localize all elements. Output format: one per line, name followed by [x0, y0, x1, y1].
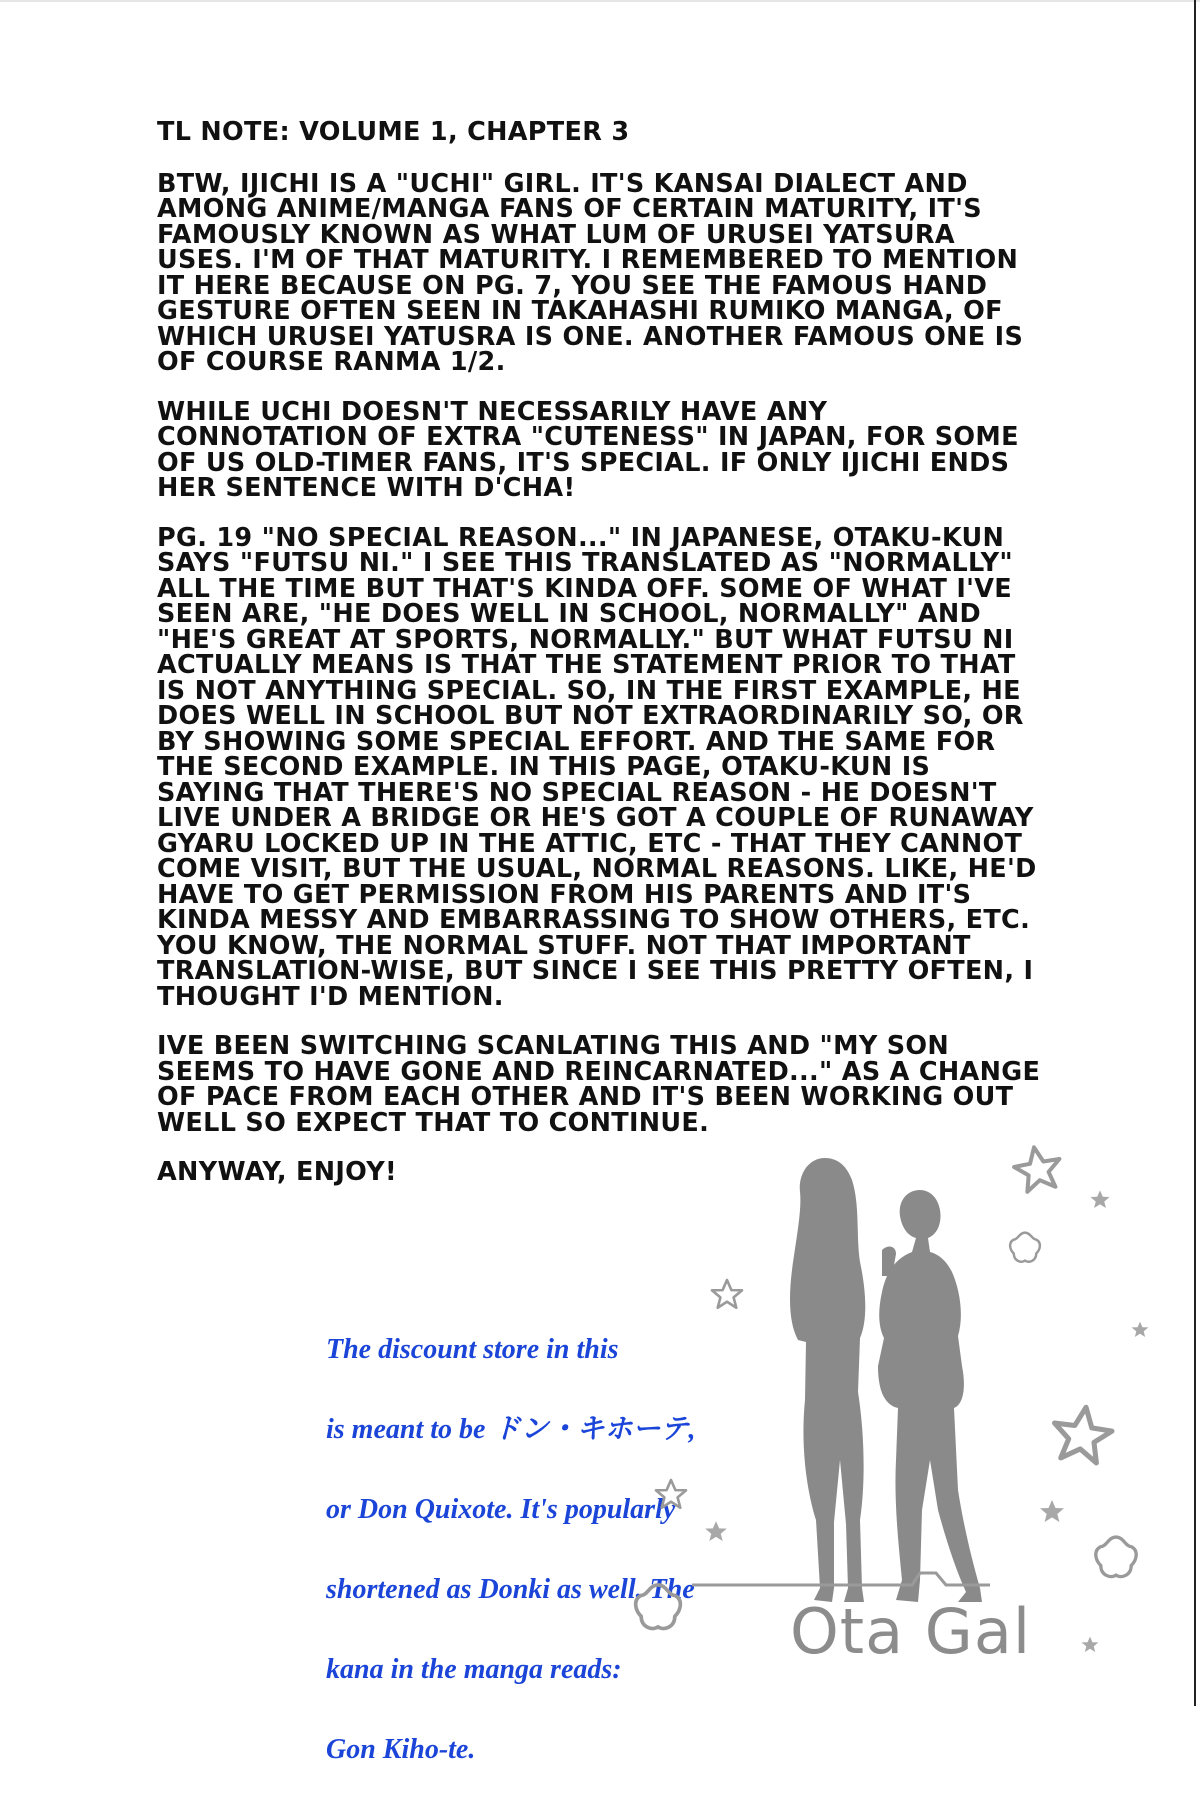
translator-note-line: kana in the manga reads:	[326, 1654, 622, 1685]
translator-note-line: shortened as Donki as well. The	[326, 1574, 695, 1605]
page-top-border	[0, 0, 1200, 2]
translator-note-line: or Don Quixote. It's popularly	[326, 1494, 676, 1525]
tl-note-paragraph: IVE BEEN SWITCHING SCANLATING THIS AND "MY SON SEEMS TO HAVE GONE AND REINCARNATED..." AS A CHANGE OF PACE FROM EACH OTHER AND IT'S BEEN WORKING OUT WELL SO EXPECT THAT TO CONTINUE.	[157, 1031, 1041, 1138]
star-icon	[1011, 1143, 1064, 1193]
girls-silhouette	[790, 1158, 982, 1602]
star-icon	[656, 1480, 686, 1508]
star-icon	[705, 1521, 727, 1541]
tl-note-paragraph: PG. 19 "NO SPECIAL REASON..." IN JAPANESE, OTAKU-KUN SAYS "FUTSU NI." I SEE THIS TRANSLATED AS "NORMALLY" ALL THE TIME BUT THAT'S KINDA OFF. SOME OF WHAT I'VE SEEN ARE, "HE DOES WELL IN SCHOOL, NORMALLY" AND "HE'S GREAT AT SPORTS, NORMALLY." BUT WHAT FUTSU NI ACTUALLY MEANS IS THAT THE STATEMENT PRIOR TO THAT IS NOT ANYTHING SPECIAL. SO, IN THE FIRST EXAMPLE, HE DOES WELL IN SCHOOL BUT NOT EXTRAORDINARILY SO, OR BY SHOWING SOME SPECIAL EFFORT. AND THE SAME FOR THE SECOND EXAMPLE. IN THIS PAGE, OTAKU-KUN IS SAYING THAT THERE'S NO SPECIAL REASON - HE DOESN'T LIVE UNDER A BRIDGE OR HE'S GOT A COUPLE OF RUNAWAY GYARU LOCKED UP IN THE ATTIC, ETC - THAT THEY CANNOT COME VISIT, BUT THE USUAL, NORMAL REASONS. LIKE, HE'D HAVE TO GET PERMISSION FROM HIS PARENTS AND IT'S KINDA MESSY AND EMBARRASSING TO SHOW OTHERS, ETC. YOU KNOW, THE NORMAL STUFF. NOT THAT IMPORTANT TRANSLATION-WISE, BUT SINCE I SEE THIS PRETTY OFTEN, I THOUGHT I'D MENTION.	[157, 522, 1037, 1012]
star-icon	[1050, 1403, 1115, 1464]
star-icon	[1040, 1500, 1064, 1522]
page-right-border	[1194, 0, 1196, 1706]
star-icon	[712, 1280, 742, 1308]
translator-note-line: The discount store in this	[326, 1334, 619, 1365]
tl-note-heading: TL NOTE: VOLUME 1, CHAPTER 3	[157, 117, 630, 147]
star-icon	[1082, 1637, 1099, 1652]
tl-note-paragraph: ANYWAY, ENJOY!	[157, 1157, 397, 1187]
ota-gal-logo: Ota Gal	[790, 1595, 1032, 1668]
star-icon	[1090, 1190, 1109, 1208]
translator-note-line: Gon Kiho-te.	[326, 1734, 476, 1765]
flower-icon	[636, 1585, 681, 1629]
logo-divider-line	[692, 1573, 990, 1585]
flower-icon	[1096, 1537, 1136, 1576]
tl-note-paragraph: BTW, IJICHI IS A "UCHI" GIRL. IT'S KANSAI DIALECT AND AMONG ANIME/MANGA FANS OF CERTAIN MATURITY, IT'S FAMOUSLY KNOWN AS WHAT LUM OF URUSEI YATSURA USES. I'M OF THAT MATURITY. I REMEMBERED TO MENTION IT HERE BECAUSE ON PG. 7, YOU SEE THE FAMOUS HAND GESTURE OFTEN SEEN IN TAKAHASHI RUMIKO MANGA, OF WHICH URUSEI YATUSRA IS ONE. ANOTHER FAMOUS ONE IS OF COURSE RANMA 1/2.	[157, 168, 1024, 377]
star-icon	[1132, 1322, 1149, 1337]
tl-note-paragraph: WHILE UCHI DOESN'T NECESSARILY HAVE ANY CONNOTATION OF EXTRA "CUTENESS" IN JAPAN, FOR SOME OF US OLD-TIMER FANS, IT'S SPECIAL. IF ONLY IJICHI ENDS HER SENTENCE WITH D'CHA!	[157, 396, 1019, 503]
flower-icon	[1010, 1233, 1040, 1262]
translator-note-line: is meant to be ドン・キホーテ,	[326, 1414, 696, 1445]
